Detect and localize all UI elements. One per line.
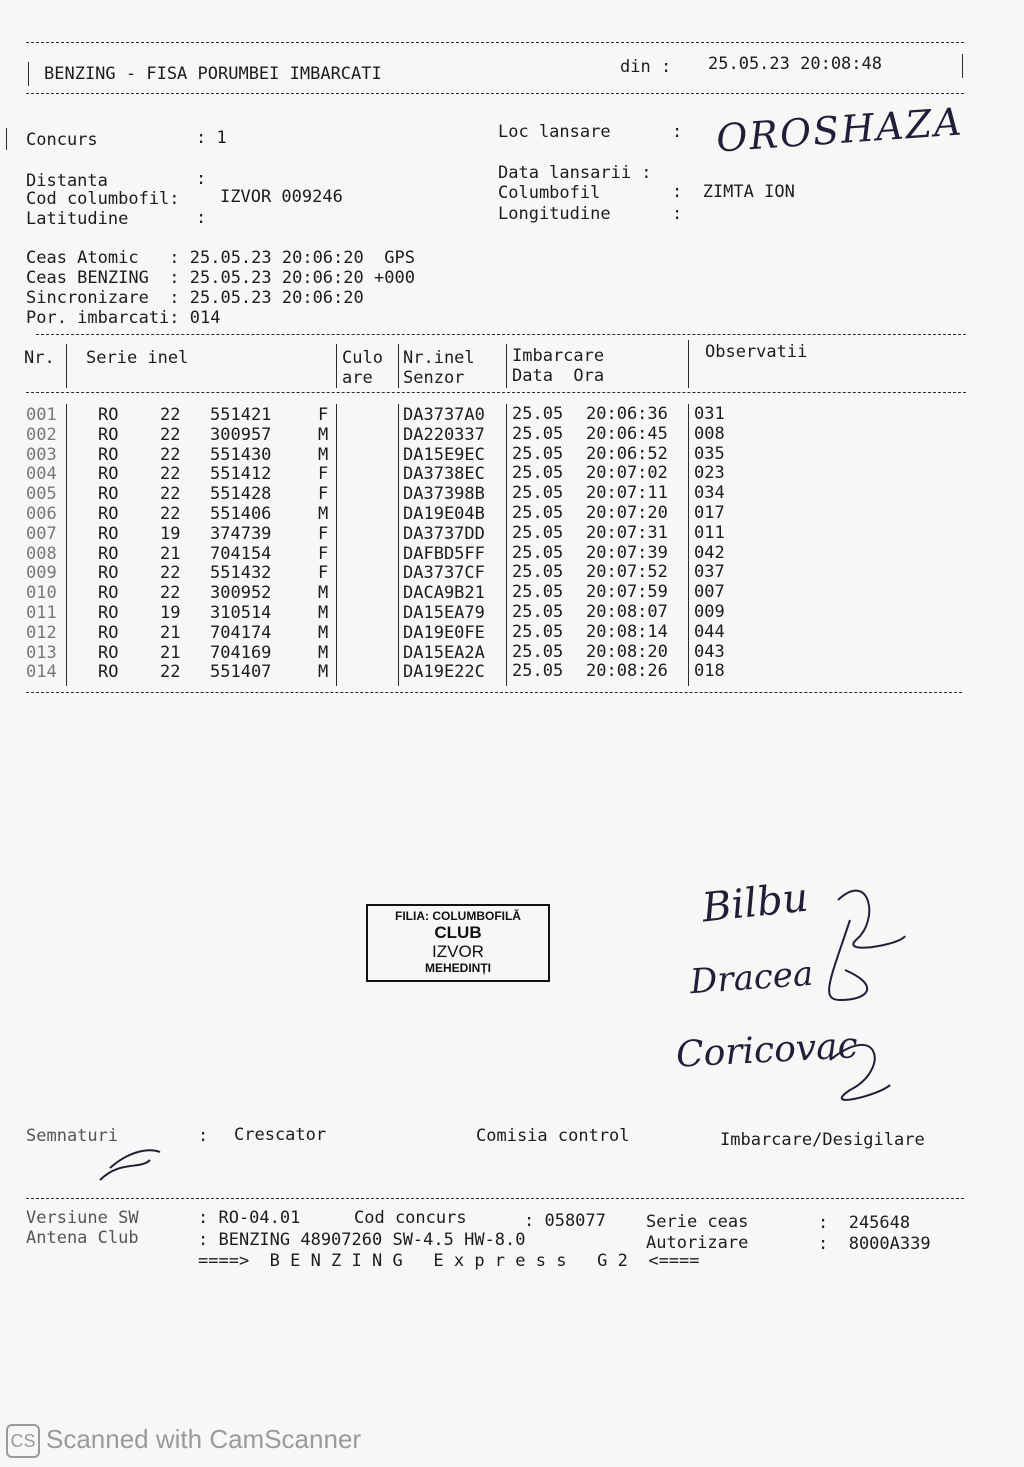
camscanner-watermark bbox=[6, 1424, 361, 1458]
cell-sensor: DACA9B21 bbox=[403, 583, 485, 604]
col-header-imbarcare-2: Data Ora bbox=[512, 366, 605, 386]
cell-ring: 551432 bbox=[210, 563, 272, 584]
cell-sensor: DA3737DD bbox=[403, 523, 485, 544]
latitudine-label: Latitudine bbox=[26, 209, 129, 229]
cell-date: 25.05 bbox=[512, 404, 564, 424]
distanta-label: Distanta bbox=[26, 171, 108, 191]
cell-time: 20:07:02 bbox=[586, 463, 668, 484]
cell-obs: 034 bbox=[694, 483, 725, 504]
cell-date: 25.05 bbox=[512, 483, 564, 504]
stamp-line-3: IZVOR bbox=[432, 942, 484, 961]
cell-country: RO bbox=[98, 484, 119, 505]
cell-country: RO bbox=[98, 583, 119, 604]
cell-year: 21 bbox=[160, 622, 181, 643]
stamp-line-4: MEHEDINȚI bbox=[425, 961, 491, 975]
ceas-benzing: Ceas BENZING : 25.05.23 20:06:20 +000 bbox=[26, 268, 415, 288]
cell-date: 25.05 bbox=[512, 503, 564, 523]
cell-sensor: DA3737CF bbox=[403, 563, 485, 584]
cell-time: 20:08:14 bbox=[586, 621, 668, 642]
cell-year: 22 bbox=[160, 444, 181, 465]
cod-columbofil-label: Cod columbofil: bbox=[26, 189, 180, 209]
cell-sex: M bbox=[318, 424, 329, 445]
cell-obs: 008 bbox=[694, 423, 725, 444]
cell-sensor: DA15EA2A bbox=[403, 642, 485, 663]
cell-time: 20:07:59 bbox=[586, 582, 668, 603]
cell-sensor: DA15E9EC bbox=[403, 444, 485, 465]
autorizare-value: : 8000A339 bbox=[818, 1234, 931, 1254]
antena-value: : BENZING 48907260 SW-4.5 HW-8.0 bbox=[198, 1230, 526, 1250]
cell-date: 25.05 bbox=[512, 522, 564, 543]
cell-time: 20:08:07 bbox=[586, 602, 668, 622]
cell-nr: 006 bbox=[26, 504, 57, 524]
handwritten-signature-3: Coricovac bbox=[675, 1025, 859, 1076]
cell-sensor: DA3738EC bbox=[403, 464, 485, 485]
cell-time: 20:08:26 bbox=[586, 661, 668, 682]
cell-sex: M bbox=[318, 642, 329, 663]
cell-time: 20:07:11 bbox=[586, 483, 668, 504]
cell-year: 19 bbox=[160, 603, 181, 623]
cell-country: RO bbox=[98, 424, 119, 445]
cell-year: 22 bbox=[160, 563, 181, 584]
cell-obs: 007 bbox=[694, 582, 725, 603]
cell-country: RO bbox=[98, 504, 119, 524]
loc-lansare-handwritten: OROSHAZA bbox=[714, 99, 965, 161]
concurs-value: : 1 bbox=[196, 128, 227, 148]
cell-ring: 551406 bbox=[210, 504, 272, 524]
cell-nr: 005 bbox=[26, 484, 57, 505]
cell-year: 22 bbox=[160, 464, 181, 485]
cell-sex: M bbox=[318, 583, 329, 604]
cell-time: 20:07:31 bbox=[586, 522, 668, 543]
cell-sensor: DA15EA79 bbox=[403, 603, 485, 623]
stamp-line-2: CLUB bbox=[434, 923, 482, 942]
cell-nr: 004 bbox=[26, 464, 57, 485]
longitudine-label: Longitudine bbox=[498, 204, 611, 224]
loc-lansare-label: Loc lansare bbox=[498, 122, 611, 142]
cell-time: 20:06:52 bbox=[586, 443, 668, 464]
cell-date: 25.05 bbox=[512, 542, 564, 563]
cell-nr: 013 bbox=[26, 642, 57, 663]
cell-date: 25.05 bbox=[512, 443, 564, 464]
cell-obs: 035 bbox=[694, 443, 725, 464]
cell-year: 21 bbox=[160, 543, 181, 564]
cell-year: 22 bbox=[160, 662, 181, 683]
antena-label: Antena Club bbox=[26, 1228, 139, 1248]
cell-sensor: DA37398B bbox=[403, 484, 485, 505]
cell-year: 22 bbox=[160, 583, 181, 604]
cod-columbofil-value: IZVOR 009246 bbox=[220, 187, 343, 207]
cell-sex: F bbox=[318, 523, 329, 544]
autorizare-label: Autorizare bbox=[646, 1233, 749, 1253]
cell-nr: 010 bbox=[26, 583, 57, 604]
cell-obs: 031 bbox=[694, 404, 725, 424]
cell-date: 25.05 bbox=[512, 423, 564, 444]
cod-concurs-value: : 058077 bbox=[524, 1211, 606, 1231]
cell-year: 22 bbox=[160, 504, 181, 524]
cell-ring: 704154 bbox=[210, 543, 272, 564]
semnaturi-label: Semnaturi bbox=[26, 1126, 119, 1146]
columbofil-label: Columbofil bbox=[498, 183, 601, 203]
cell-sensor: DA19E04B bbox=[403, 504, 485, 524]
cell-sex: F bbox=[318, 563, 329, 584]
cell-year: 21 bbox=[160, 642, 181, 663]
benzing-banner: ====> B E N Z I N G E x p r e s s G 2 <==== bbox=[198, 1251, 700, 1271]
cell-country: RO bbox=[98, 405, 119, 425]
cell-nr: 001 bbox=[26, 405, 57, 425]
camscanner-text: Scanned with CamScanner bbox=[46, 1424, 362, 1454]
cell-country: RO bbox=[98, 603, 119, 623]
cell-sensor: DA19E22C bbox=[403, 662, 485, 683]
cell-time: 20:08:20 bbox=[586, 641, 668, 662]
latitudine-value: : bbox=[196, 208, 207, 228]
cell-sex: F bbox=[318, 405, 329, 425]
cell-time: 20:07:39 bbox=[586, 542, 668, 563]
cell-ring: 704169 bbox=[210, 642, 272, 663]
cell-obs: 011 bbox=[694, 522, 725, 543]
cell-date: 25.05 bbox=[512, 463, 564, 484]
cell-obs: 044 bbox=[694, 621, 725, 642]
longitudine-value: : bbox=[672, 204, 683, 224]
cell-obs: 042 bbox=[694, 542, 725, 563]
cell-country: RO bbox=[98, 444, 119, 465]
print-date-value: 25.05.23 20:08:48 bbox=[708, 54, 882, 74]
stamp-line-1: FILIA: COLUMBOFILĂ bbox=[395, 909, 521, 923]
cell-nr: 007 bbox=[26, 523, 57, 544]
cell-sex: F bbox=[318, 464, 329, 485]
loc-lansare-colon: : bbox=[672, 122, 683, 142]
cell-sex: F bbox=[318, 484, 329, 505]
cell-sex: M bbox=[318, 444, 329, 465]
sincronizare: Sincronizare : 25.05.23 20:06:20 bbox=[26, 288, 364, 308]
cell-ring: 551412 bbox=[210, 464, 272, 485]
cell-country: RO bbox=[98, 642, 119, 663]
cell-nr: 002 bbox=[26, 424, 57, 445]
col-header-culoare-2: are bbox=[342, 368, 373, 388]
porumbei-imbarcati: Por. imbarcati: 014 bbox=[26, 308, 221, 328]
cell-date: 25.05 bbox=[512, 562, 564, 583]
handwritten-signature-1: Bilbu bbox=[699, 874, 811, 932]
serie-ceas-value: : 245648 bbox=[818, 1213, 911, 1233]
page-title: BENZING - FISA PORUMBEI IMBARCATI bbox=[44, 64, 382, 84]
cell-sex: M bbox=[318, 662, 329, 683]
cell-ring: 374739 bbox=[210, 523, 272, 544]
cell-year: 19 bbox=[160, 523, 181, 544]
cell-obs: 018 bbox=[694, 661, 725, 682]
comisia-control-label: Comisia control bbox=[476, 1126, 630, 1146]
cell-date: 25.05 bbox=[512, 621, 564, 642]
col-header-observatii: Observatii bbox=[705, 342, 808, 362]
cell-obs: 037 bbox=[694, 562, 725, 583]
cell-date: 25.05 bbox=[512, 661, 564, 682]
cell-sensor: DAFBD5FF bbox=[403, 543, 485, 564]
concurs-label: Concurs bbox=[26, 130, 98, 150]
cell-obs: 017 bbox=[694, 503, 725, 523]
semnaturi-colon: : bbox=[198, 1126, 209, 1146]
cell-ring: 551430 bbox=[210, 444, 272, 465]
col-header-nr-inel-1: Nr.inel bbox=[403, 348, 475, 368]
cell-country: RO bbox=[98, 662, 119, 683]
print-date-label: din : bbox=[620, 57, 672, 77]
cell-sex: M bbox=[318, 504, 329, 524]
cell-time: 20:07:20 bbox=[586, 503, 668, 523]
col-header-culoare-1: Culo bbox=[342, 348, 383, 368]
cell-nr: 012 bbox=[26, 622, 57, 643]
cell-sex: F bbox=[318, 543, 329, 564]
imbarcare-desigilare-label: Imbarcare/Desigilare bbox=[720, 1130, 925, 1150]
versiune-value: : RO-04.01 bbox=[198, 1208, 301, 1228]
cell-country: RO bbox=[98, 464, 119, 485]
col-header-serie-inel: Serie inel bbox=[86, 348, 189, 368]
cell-obs: 043 bbox=[694, 641, 725, 662]
cell-date: 25.05 bbox=[512, 602, 564, 622]
cell-sensor: DA220337 bbox=[403, 424, 485, 445]
handwritten-signature-2: Dracea bbox=[688, 953, 815, 1003]
cell-nr: 008 bbox=[26, 543, 57, 564]
versiune-label: Versiune SW bbox=[26, 1208, 139, 1228]
cell-ring: 551428 bbox=[210, 484, 272, 505]
col-header-nr: Nr. bbox=[24, 348, 55, 368]
cell-obs: 009 bbox=[694, 602, 725, 622]
cell-time: 20:06:36 bbox=[586, 404, 668, 424]
footer-rule bbox=[26, 1198, 964, 1199]
cell-country: RO bbox=[98, 563, 119, 584]
col-header-nr-inel-2: Senzor bbox=[403, 368, 465, 388]
cell-year: 22 bbox=[160, 424, 181, 445]
cell-sex: M bbox=[318, 622, 329, 643]
cell-obs: 023 bbox=[694, 463, 725, 484]
crescator-label: Crescator bbox=[234, 1125, 327, 1145]
cell-ring: 551407 bbox=[210, 662, 272, 683]
cell-nr: 009 bbox=[26, 563, 57, 584]
columbofil-value: : ZIMTA ION bbox=[672, 182, 795, 202]
cell-country: RO bbox=[98, 622, 119, 643]
cell-year: 22 bbox=[160, 484, 181, 505]
cell-nr: 011 bbox=[26, 603, 57, 623]
cell-sex: M bbox=[318, 603, 329, 623]
camscanner-logo-icon: CS bbox=[6, 1424, 40, 1458]
col-header-imbarcare-1: Imbarcare bbox=[512, 346, 605, 366]
cell-ring: 300952 bbox=[210, 583, 272, 604]
cell-time: 20:07:52 bbox=[586, 562, 668, 583]
cell-ring: 551421 bbox=[210, 405, 272, 425]
cell-nr: 003 bbox=[26, 444, 57, 465]
cell-date: 25.05 bbox=[512, 582, 564, 603]
cell-sensor: DA3737A0 bbox=[403, 405, 485, 425]
cell-ring: 310514 bbox=[210, 603, 272, 623]
cell-date: 25.05 bbox=[512, 641, 564, 662]
cod-concurs-label: Cod concurs bbox=[354, 1208, 467, 1228]
ceas-atomic: Ceas Atomic : 25.05.23 20:06:20 GPS bbox=[26, 248, 415, 268]
serie-ceas-label: Serie ceas bbox=[646, 1212, 749, 1232]
cell-year: 22 bbox=[160, 405, 181, 425]
cell-time: 20:06:45 bbox=[586, 423, 668, 444]
data-lansarii-label: Data lansarii : bbox=[498, 163, 652, 183]
cell-ring: 300957 bbox=[210, 424, 272, 445]
cell-sensor: DA19E0FE bbox=[403, 622, 485, 643]
distanta-value: : bbox=[196, 169, 207, 189]
cell-nr: 014 bbox=[26, 662, 57, 683]
cell-country: RO bbox=[98, 523, 119, 544]
cell-country: RO bbox=[98, 543, 119, 564]
cell-ring: 704174 bbox=[210, 622, 272, 643]
